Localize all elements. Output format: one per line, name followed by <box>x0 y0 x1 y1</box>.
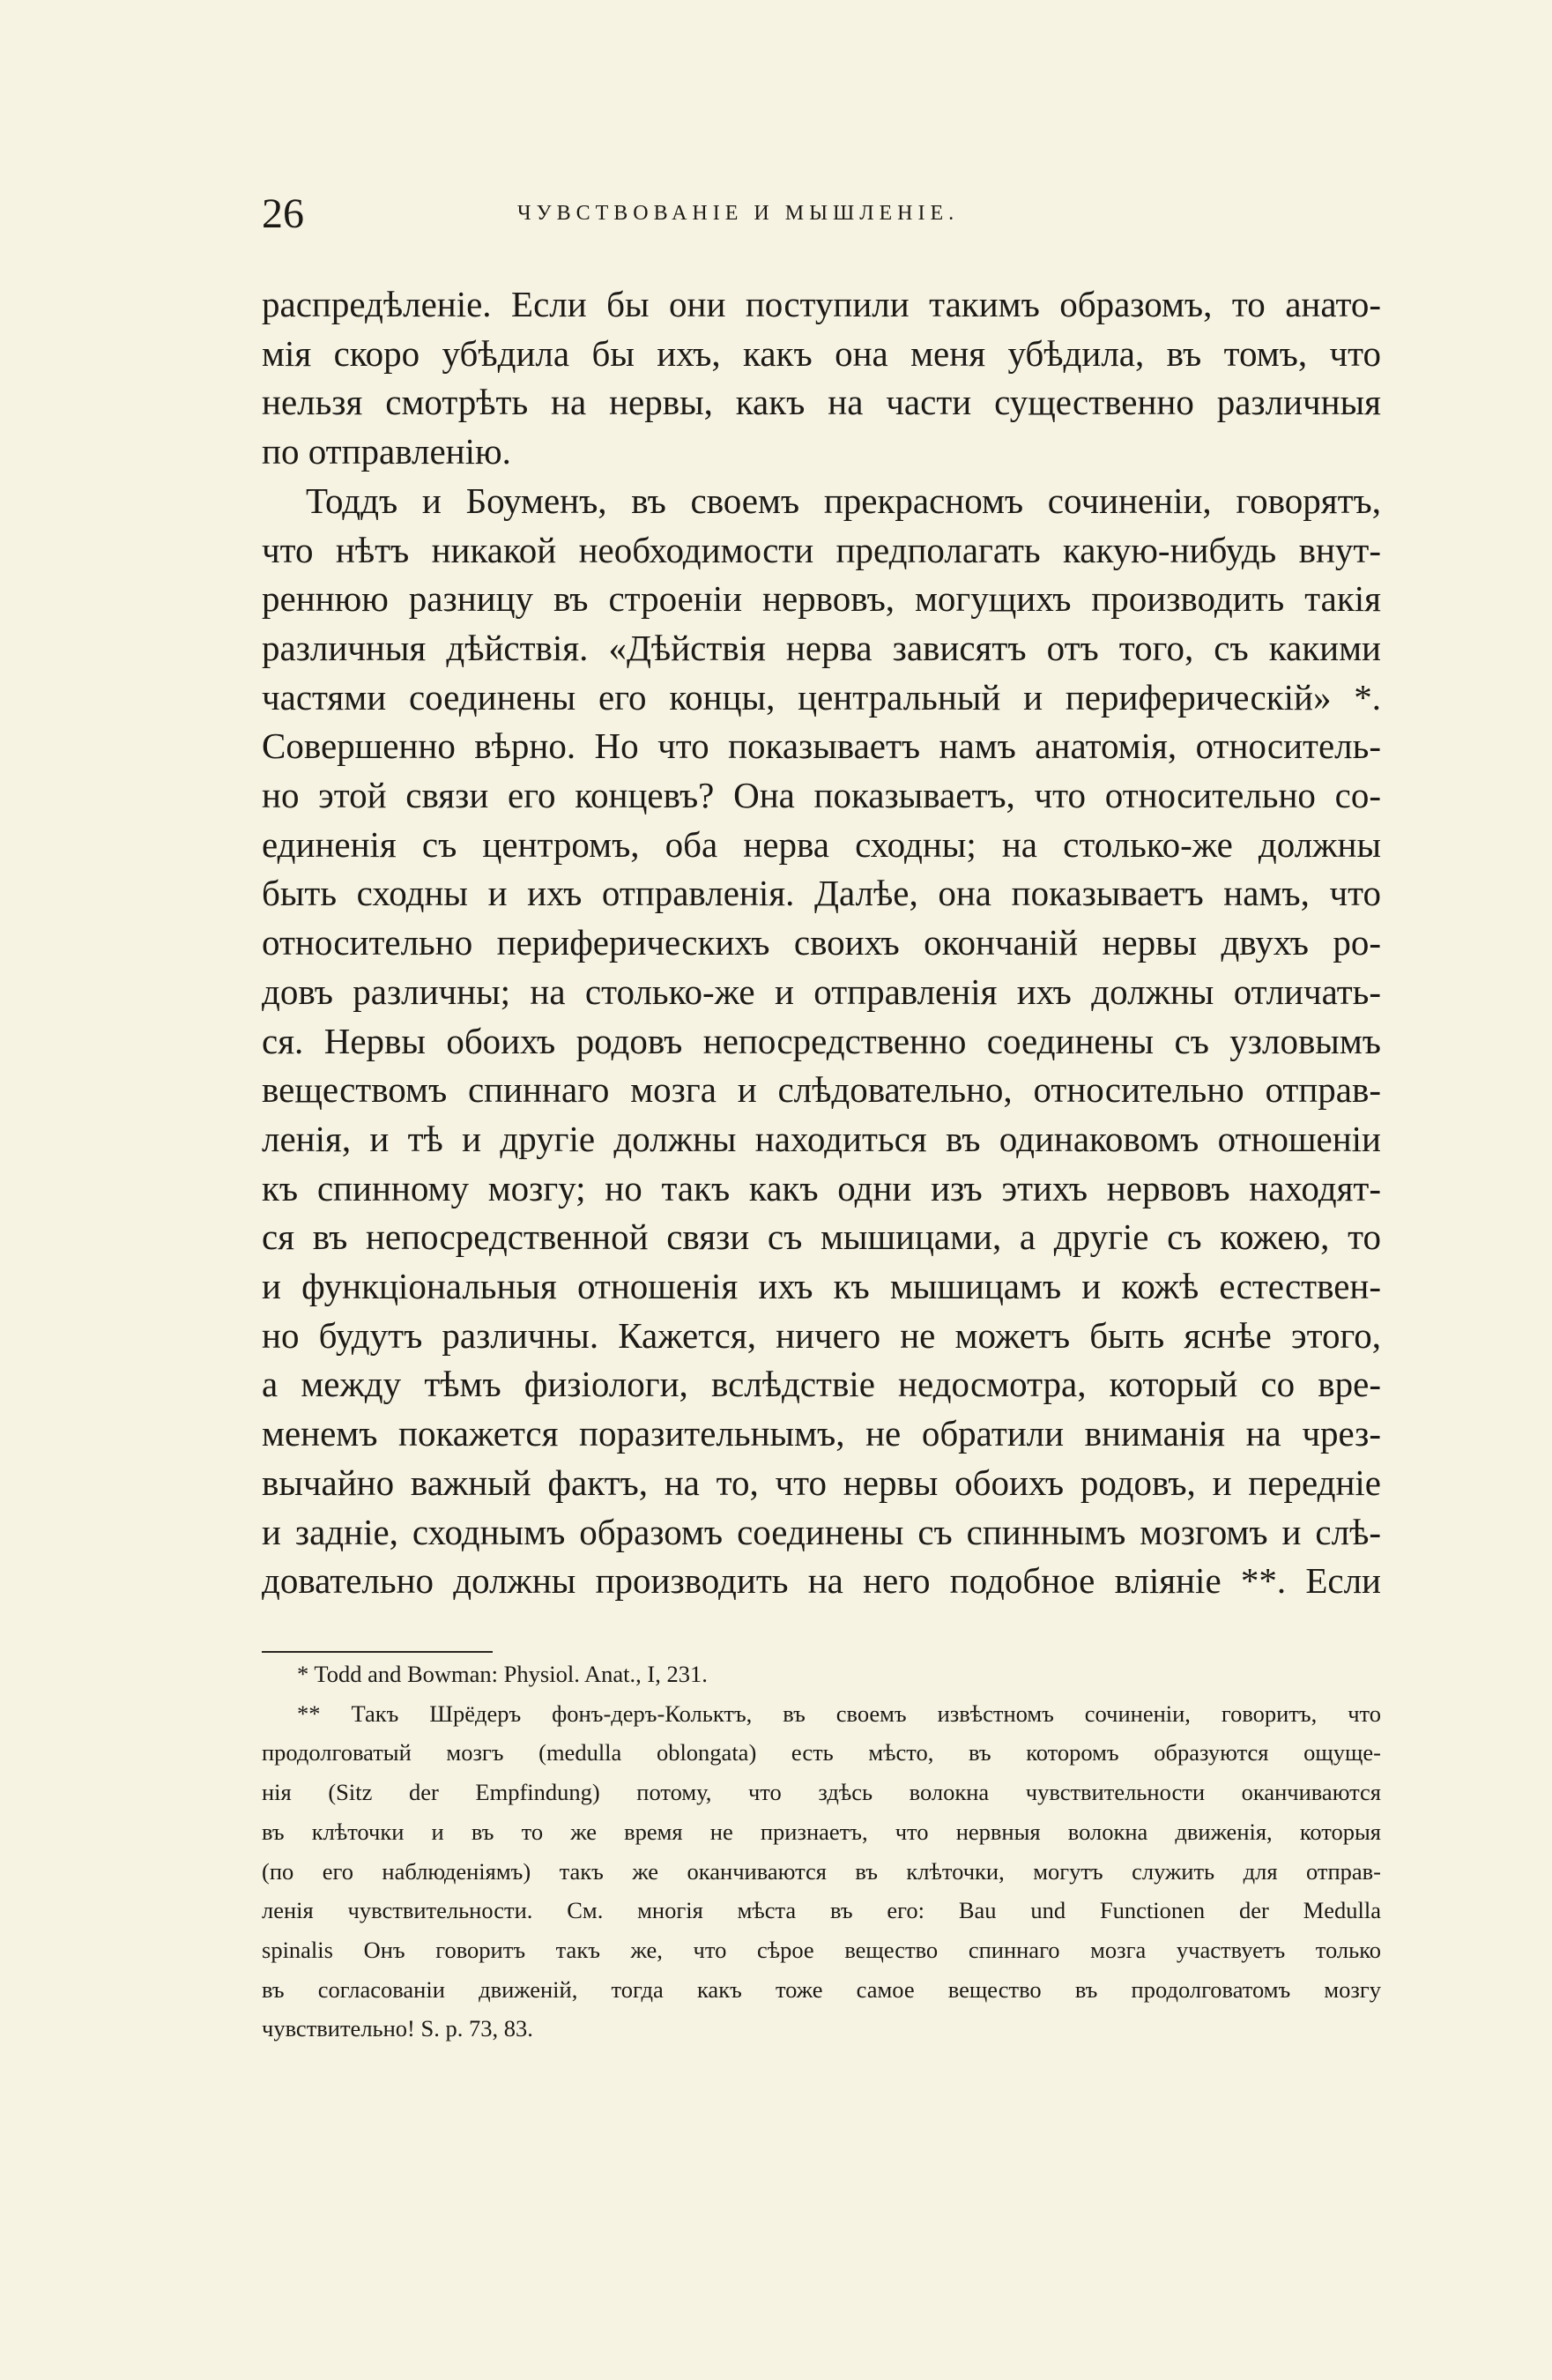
footnote-line: въ согласованіи движеній, тогда какъ тоже самое вещество въ продолговатомъ мозгу <box>262 1975 1381 2003</box>
text-line: и функціональныя отношенія ихъ къ мышицамъ и кожѣ естествен- <box>262 1266 1381 1307</box>
text-line: къ спинному мозгу; но такъ какъ одни изъ этихъ нервовъ находят- <box>262 1167 1381 1209</box>
text-line: вычайно важный фактъ, на то, что нервы обоихъ родовъ, и передніе <box>262 1461 1381 1503</box>
text-line: единенія съ центромъ, оба нерва сходны; на столько-же должны <box>262 823 1381 865</box>
footnote-line: (по его наблюденіямъ) такъ же оканчиваются въ клѣточки, могутъ служить для отправ- <box>262 1857 1381 1885</box>
text-line: веществомъ спиннаго мозга и слѣдовательно, относительно отправ- <box>262 1069 1381 1111</box>
text-line: нельзя смотрѣть на нервы, какъ на части существенно различныя <box>262 382 1381 423</box>
text-line: ся въ непосредственной связи съ мышицами, а другіе съ кожею, то <box>262 1216 1381 1258</box>
footnote-line: въ клѣточки и въ то же время не признаетъ, что нервныя волокна движенія, которыя <box>262 1818 1381 1845</box>
text-line: ленія, и тѣ и другіе должны находиться въ одинаковомъ отношеніи <box>262 1118 1381 1159</box>
text-line: реннюю разницу въ строеніи нервовъ, могущихъ производить такія <box>262 578 1381 620</box>
text-line: быть сходны и ихъ отправленія. Далѣе, она показываетъ намъ, что <box>262 873 1381 914</box>
footnote-line: чувствительно! S. p. 73, 83. <box>262 2015 533 2042</box>
body-text <box>262 280 1381 1606</box>
text-line: частями соединены его концы, центральный и периферическій» *. <box>262 676 1381 718</box>
text-line: различныя дѣйствія. «Дѣйствія нерва зависятъ отъ того, съ какими <box>262 627 1381 668</box>
text-line: распредѣленіе. Если бы они поступили такимъ образомъ, то анато- <box>262 284 1381 324</box>
text-line: довъ различны; на столько-же и отправленія ихъ должны отличать- <box>262 971 1381 1012</box>
footnote-line: ** Такъ Шрёдеръ фонъ-деръ-Кольктъ, въ своемъ извѣстномъ сочиненіи, говоритъ, что <box>297 1699 1381 1727</box>
text-line: по отправленію. <box>262 431 511 472</box>
footnote-line: ленія чувствительности. См. многія мѣста въ его: Bau und Functionen der Medulla <box>262 1897 1381 1924</box>
text-line: но будутъ различны. Кажется, ничего не можетъ быть яснѣе этого, <box>262 1314 1381 1356</box>
text-line: мія скоро убѣдила бы ихъ, какъ она меня убѣдила, въ томъ, что <box>262 332 1381 374</box>
text-line: Совершенно вѣрно. Но что показываетъ намъ анатомія, относитель- <box>262 725 1381 767</box>
text-line: менемъ покажется поразительнымъ, не обратили вниманія на чрез- <box>262 1413 1381 1454</box>
text-line: ся. Нервы обоихъ родовъ непосредственно соединены съ узловымъ <box>262 1020 1381 1061</box>
footnote-line: spinalis Онъ говоритъ такъ же, что сѣрое вещество спиннаго мозга участвуетъ только <box>262 1936 1381 1963</box>
text-line: довательно должны производить на него подобное вліяніе **. Если <box>262 1560 1381 1602</box>
footnote-line: нія (Sitz der Empfindung) потому, что здѣсь волокна чувствительности оканчиваются <box>262 1779 1381 1806</box>
text-line: Тоддъ и Боуменъ, въ своемъ прекрасномъ сочиненіи, говорятъ, <box>306 480 1381 521</box>
footnote-line: * Todd and Bowman: Physiol. Anat., I, 231. <box>297 1661 708 1687</box>
text-line: но этой связи его концевъ? Она показываетъ, что относительно со- <box>262 775 1381 816</box>
text-line: и задніе, сходнымъ образомъ соединены съ спиннымъ мозгомъ и слѣ- <box>262 1511 1381 1552</box>
footnote-line: продолговатый мозгъ (medulla oblongata) есть мѣсто, въ которомъ образуются ощуще- <box>262 1739 1381 1766</box>
running-title: ЧУВСТВОВАНІЕ И МЫШЛЕНІЕ. <box>517 202 960 225</box>
page-header <box>262 190 1381 251</box>
footnotes <box>262 1655 1381 2049</box>
text-line: что нѣтъ никакой необходимости предполагать какую-нибудь внут- <box>262 529 1381 570</box>
footnote-rule <box>262 1651 493 1653</box>
text-line: относительно периферическихъ своихъ окончаній нервы двухъ ро- <box>262 922 1381 963</box>
text-line: а между тѣмъ физіологи, вслѣдствіе недосмотра, который со вре- <box>262 1364 1381 1405</box>
page-number: 26 <box>262 190 304 237</box>
